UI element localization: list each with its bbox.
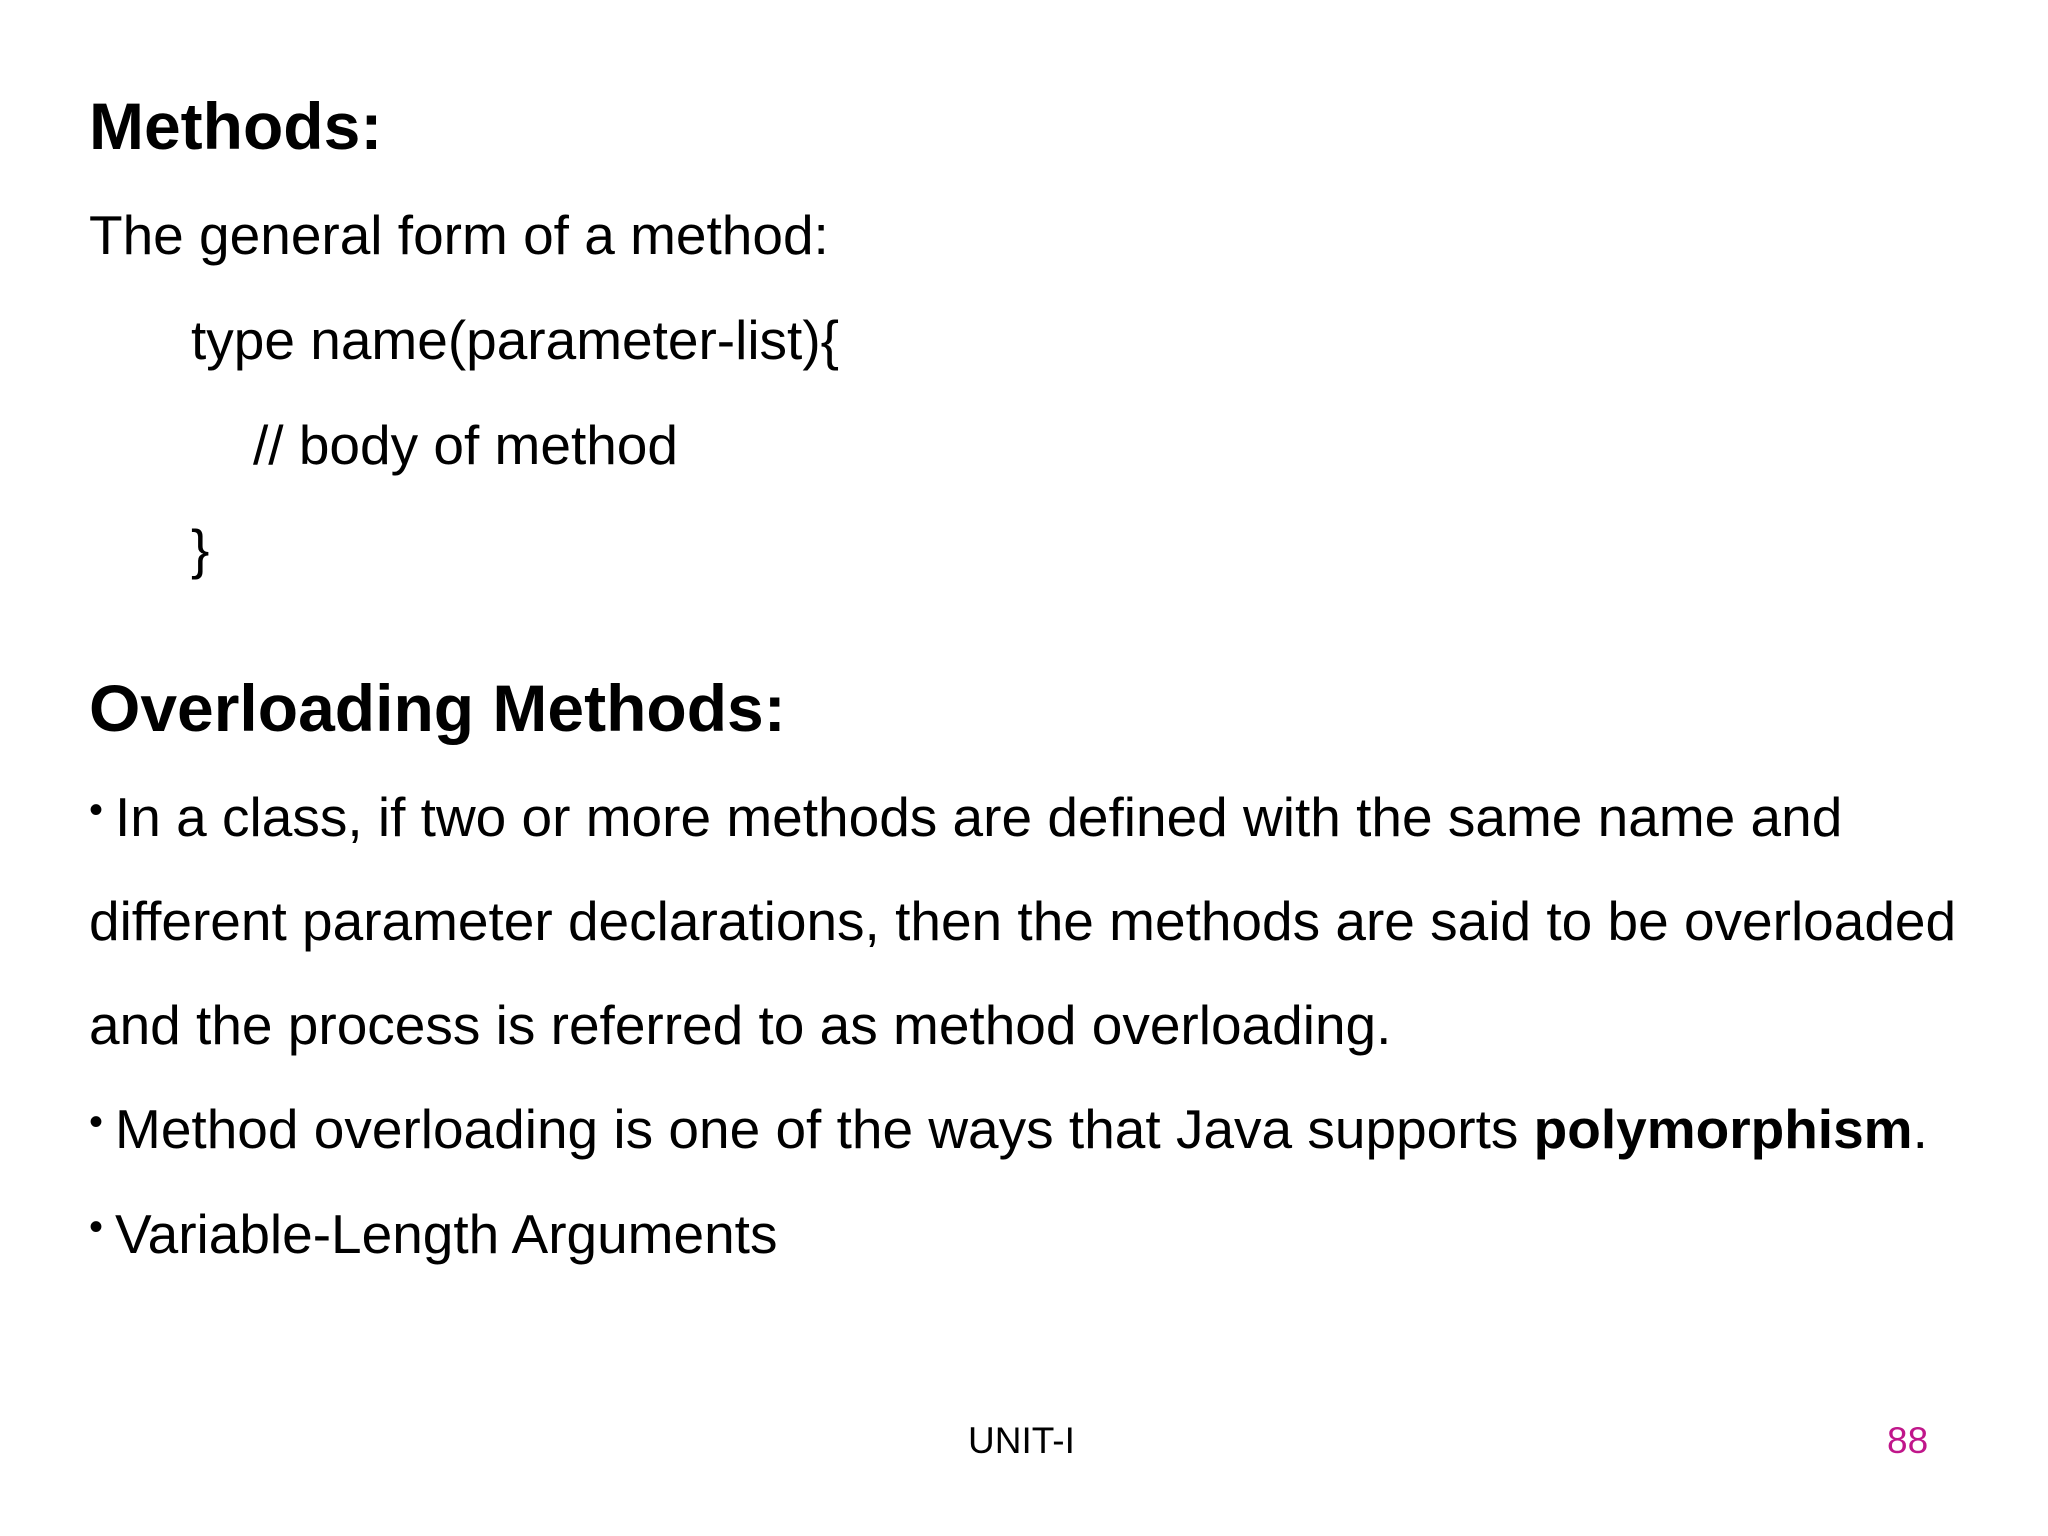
code-comment: // body of method — [253, 414, 678, 476]
bullet-text: Method overloading is one of the ways that Java supports — [115, 1098, 1534, 1160]
bullet-item-overloading-definition — [89, 786, 1843, 848]
methods-heading: Methods: — [89, 89, 383, 163]
bullet-icon: • — [89, 1205, 104, 1250]
footer-unit-label: UNIT-I — [968, 1420, 1075, 1461]
bullet-icon: • — [89, 1100, 104, 1145]
bullet-text-end: . — [1912, 1098, 1928, 1160]
bullet-item-variable-length — [89, 1203, 778, 1265]
bullet-text: In a class, if two or more methods are defined with the same name and — [115, 786, 1843, 848]
code-signature: type name(parameter-list){ — [191, 309, 840, 371]
overloading-heading: Overloading Methods: — [89, 671, 786, 745]
bullet-continuation-line: different parameter declarations, then the methods are said to be overloaded — [89, 890, 1957, 952]
code-closing-brace: } — [191, 518, 210, 580]
bullet-icon: • — [89, 788, 104, 833]
bullet-item-polymorphism — [89, 1098, 1928, 1160]
bullet-continuation-line: and the process is referred to as method overloading. — [89, 994, 1392, 1056]
bullet-text: Variable-Length Arguments — [115, 1203, 778, 1265]
page-number: 88 — [1887, 1420, 1929, 1461]
general-form-text: The general form of a method: — [89, 204, 829, 266]
polymorphism-keyword: polymorphism — [1533, 1098, 1913, 1160]
